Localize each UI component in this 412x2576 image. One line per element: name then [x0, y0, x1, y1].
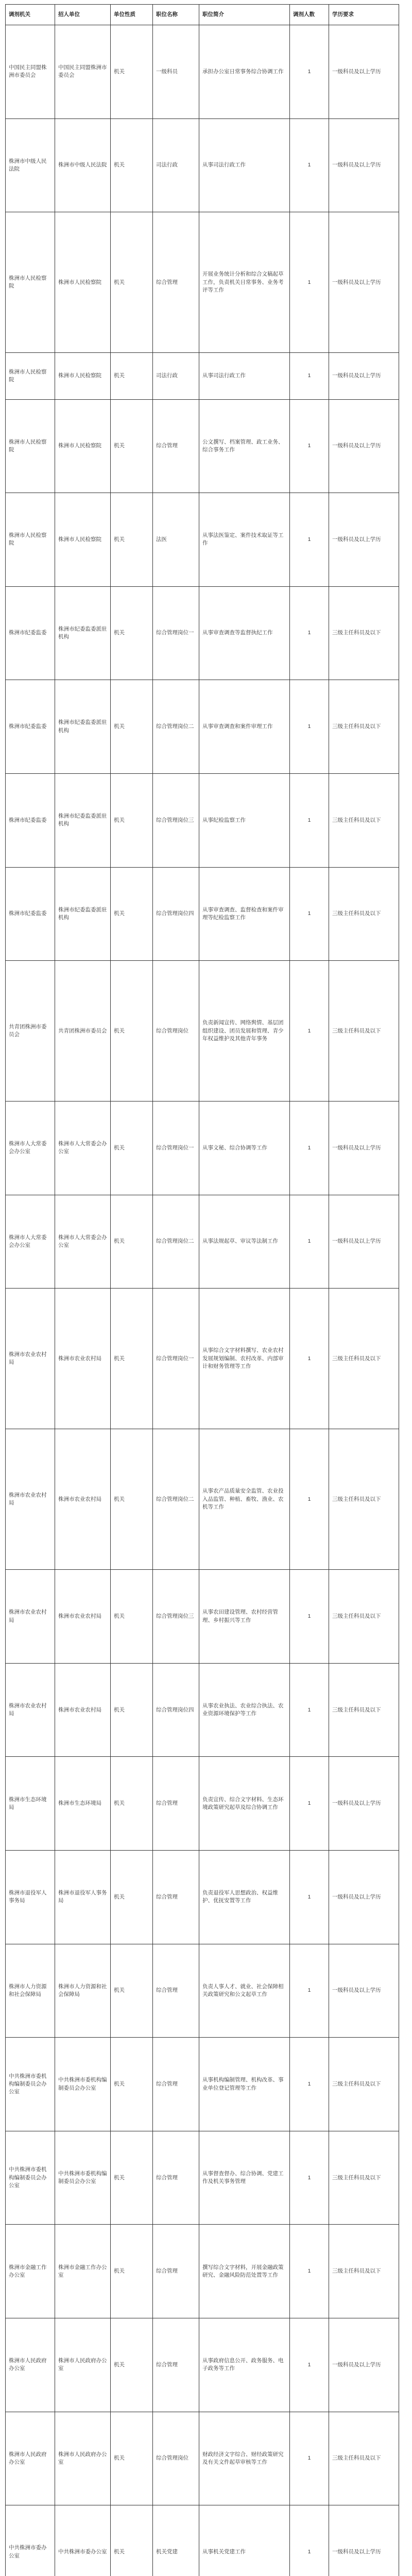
- table-row: [6, 1663, 399, 1757]
- table-cell: 株洲市农业农村局: [55, 1429, 111, 1570]
- table-cell: 中国民主同盟株洲市委员会: [55, 25, 111, 119]
- table-row: [6, 353, 399, 399]
- table-cell: 综合管理: [153, 1944, 199, 2038]
- table-cell: 综合管理岗位四: [153, 867, 199, 961]
- column-header: 调剂人数: [290, 5, 329, 25]
- table-row: [6, 1757, 399, 1851]
- table-cell: 一级科员及以上学历: [329, 493, 399, 587]
- table-cell: 1: [290, 1195, 329, 1289]
- table-cell: 株洲市人大常委会办公室: [6, 1101, 55, 1195]
- table-cell: 1: [290, 867, 329, 961]
- table-cell: 1: [290, 2131, 329, 2225]
- table-cell: 三级主任科员及以下: [329, 2225, 399, 2318]
- table-cell: 综合管理岗位: [153, 2412, 199, 2505]
- table-cell: 株洲市人民检察院: [6, 212, 55, 353]
- table-row: [6, 493, 399, 587]
- table-cell: 从事审查调查等监督执纪工作: [199, 586, 290, 680]
- table-cell: 株洲市人大常委会办公室: [55, 1101, 111, 1195]
- table-cell: 综合管理: [153, 1757, 199, 1851]
- table-cell: 株洲市人民检察院: [55, 212, 111, 353]
- table-cell: 机关: [111, 1663, 153, 1757]
- table-cell: 株洲市纪委监委派驻机构: [55, 774, 111, 868]
- table-cell: 三级主任科员及以下: [329, 1429, 399, 1570]
- table-cell: 从事司法行政工作: [199, 118, 290, 212]
- table-cell: 机关: [111, 353, 153, 399]
- table-cell: 综合管理岗位: [153, 961, 199, 1101]
- table-cell: 三级主任科员及以下: [329, 586, 399, 680]
- table-cell: 机关: [111, 961, 153, 1101]
- table-cell: 株洲市人大常委会办公室: [6, 1195, 55, 1289]
- table-row: [6, 774, 399, 868]
- table-cell: 1: [290, 2318, 329, 2412]
- table-row: [6, 2505, 399, 2576]
- table-cell: 从事农田建设管理、农村经营管理、乡村振兴等工作: [199, 1570, 290, 1664]
- table-cell: 综合管理岗位三: [153, 774, 199, 868]
- table-cell: 株洲市人民检察院: [55, 353, 111, 399]
- table-cell: 1: [290, 774, 329, 868]
- table-cell: 株洲市人民政府办公室: [6, 2318, 55, 2412]
- table-cell: 1: [290, 493, 329, 587]
- table-cell: 机关: [111, 2038, 153, 2131]
- position-table: [5, 4, 399, 2576]
- table-cell: 1: [290, 586, 329, 680]
- table-cell: 综合管理: [153, 2318, 199, 2412]
- table-cell: 从事文秘、综合协调等工作: [199, 1101, 290, 1195]
- table-cell: 三级主任科员及以下: [329, 2038, 399, 2131]
- table-cell: 1: [290, 1851, 329, 1944]
- table-row: [6, 2038, 399, 2131]
- table-cell: 株洲市农业农村局: [6, 1289, 55, 1429]
- table-cell: 从事审查调查、监督检查和案件审理等纪检监察工作: [199, 867, 290, 961]
- table-cell: 开展业务统计分析和综合文稿起草工作，负责机关日常事务、业务考评等工作: [199, 212, 290, 353]
- table-cell: 负责宣传、综合文字材料、生态环境政策研究起草及综合协调工作: [199, 1757, 290, 1851]
- table-cell: 中共株洲市委办公室: [55, 2505, 111, 2576]
- table-cell: 株洲市人民政府办公室: [55, 2412, 111, 2505]
- table-row: [6, 118, 399, 212]
- table-cell: 1: [290, 1757, 329, 1851]
- table-cell: 综合管理岗位一: [153, 1289, 199, 1429]
- table-cell: 综合管理岗位二: [153, 1195, 199, 1289]
- table-cell: 机关: [111, 2318, 153, 2412]
- table-cell: 株洲市纪委监委: [6, 774, 55, 868]
- table-cell: 从事农业执法、农业综合执法、农业资源环境保护等工作: [199, 1663, 290, 1757]
- table-cell: 机关: [111, 493, 153, 587]
- table-cell: 机关: [111, 867, 153, 961]
- table-cell: 从事农产品质量安全监管、农业投入品监管、种植、畜牧、渔业、农机等工作: [199, 1429, 290, 1570]
- table-row: [6, 1851, 399, 1944]
- table-row: [6, 2318, 399, 2412]
- table-row: [6, 2131, 399, 2225]
- table-cell: 三级主任科员及以下: [329, 774, 399, 868]
- table-cell: 机关: [111, 2131, 153, 2225]
- column-header: 职位简介: [199, 5, 290, 25]
- table-cell: 从事机构编制管理、机构改革、事业单位登记管理等工作: [199, 2038, 290, 2131]
- table-cell: 机关: [111, 680, 153, 774]
- table-cell: 机关: [111, 399, 153, 493]
- table-cell: 一级科员: [153, 25, 199, 119]
- table-row: [6, 1289, 399, 1429]
- table-cell: 株洲市人民政府办公室: [55, 2318, 111, 2412]
- table-header-row: [6, 5, 399, 25]
- table-cell: 综合管理岗位一: [153, 1101, 199, 1195]
- table-cell: 株洲市人大常委会办公室: [55, 1195, 111, 1289]
- table-cell: 株洲市农业农村局: [55, 1570, 111, 1664]
- table-row: [6, 961, 399, 1101]
- table-cell: 公文撰写、档案管理、政工业务、综合事务工作: [199, 399, 290, 493]
- table-cell: 法医: [153, 493, 199, 587]
- table-row: [6, 212, 399, 353]
- table-cell: 三级主任科员及以下: [329, 867, 399, 961]
- table-cell: 株洲市人力资源和社会保障局: [55, 1944, 111, 2038]
- column-header: 单位性质: [111, 5, 153, 25]
- table-cell: 中共株洲市委机构编制委员会办公室: [6, 2131, 55, 2225]
- table-cell: 株洲市农业农村局: [55, 1663, 111, 1757]
- table-cell: 从事纪检监察工作: [199, 774, 290, 868]
- table-row: [6, 1570, 399, 1664]
- table-cell: 司法行政: [153, 118, 199, 212]
- table-cell: 一级科员及以上学历: [329, 1757, 399, 1851]
- table-cell: 从事机关党建工作: [199, 2505, 290, 2576]
- table-cell: 三级主任科员及以下: [329, 1570, 399, 1664]
- table-cell: 三级主任科员及以下: [329, 961, 399, 1101]
- table-cell: 机关: [111, 774, 153, 868]
- table-cell: 负责人事人才、就业、社会保障相关政策研究和公文起草工作: [199, 1944, 290, 2038]
- table-row: [6, 867, 399, 961]
- table-cell: 机关: [111, 1851, 153, 1944]
- column-header: 招人单位: [55, 5, 111, 25]
- table-cell: 一级科员及以上学历: [329, 212, 399, 353]
- table-cell: 株洲市纪委监委: [6, 586, 55, 680]
- table-cell: 株洲市农业农村局: [55, 1289, 111, 1429]
- table-cell: 1: [290, 1570, 329, 1664]
- table-cell: 中共株洲市委机构编制委员会办公室: [6, 2038, 55, 2131]
- column-header: 职位名称: [153, 5, 199, 25]
- table-cell: 从事法医鉴定、案件技术取证等工作: [199, 493, 290, 587]
- table-cell: 株洲市金融工作办公室: [55, 2225, 111, 2318]
- table-cell: 机关: [111, 2225, 153, 2318]
- table-cell: 1: [290, 1101, 329, 1195]
- table-cell: 负责退役军人思想政治、权益维护、优抚安置等工作: [199, 1851, 290, 1944]
- table-cell: 机关: [111, 1944, 153, 2038]
- table-cell: 株洲市生态环境局: [55, 1757, 111, 1851]
- table-cell: 机关党建: [153, 2505, 199, 2576]
- table-row: [6, 1195, 399, 1289]
- table-cell: 承担办公室日常事务综合协调工作: [199, 25, 290, 119]
- table-cell: 株洲市退役军人事务局: [55, 1851, 111, 1944]
- table-cell: 株洲市人民检察院: [55, 399, 111, 493]
- table-cell: 一级科员及以上学历: [329, 353, 399, 399]
- table-cell: 1: [290, 1289, 329, 1429]
- table-cell: 撰写综合文字材料，开展金融政策研究、金融风险防范处置等工作: [199, 2225, 290, 2318]
- recruitment-table-sheet: [5, 4, 399, 2576]
- table-cell: 机关: [111, 586, 153, 680]
- table-cell: 株洲市人民检察院: [6, 399, 55, 493]
- table-cell: 三级主任科员及以下: [329, 680, 399, 774]
- table-cell: 从事司法行政工作: [199, 353, 290, 399]
- table-cell: 机关: [111, 118, 153, 212]
- table-cell: 机关: [111, 212, 153, 353]
- table-cell: 一级科员及以上学历: [329, 118, 399, 212]
- table-cell: 中共株洲市委机构编制委员会办公室: [55, 2038, 111, 2131]
- table-cell: 株洲市人民检察院: [6, 493, 55, 587]
- table-cell: 三级主任科员及以下: [329, 2412, 399, 2505]
- table-cell: 一级科员及以上学历: [329, 1944, 399, 2038]
- table-cell: 一级科员及以上学历: [329, 2318, 399, 2412]
- table-cell: 从事政府信息公开、政务服务、电子政务等工作: [199, 2318, 290, 2412]
- table-cell: 综合管理岗位一: [153, 586, 199, 680]
- table-cell: 综合管理岗位二: [153, 680, 199, 774]
- position-table-body: [6, 5, 399, 2576]
- table-cell: 中国民主同盟株洲市委员会: [6, 25, 55, 119]
- table-cell: 三级主任科员及以下: [329, 1289, 399, 1429]
- table-row: [6, 2225, 399, 2318]
- table-cell: 株洲市纪委监委: [6, 680, 55, 774]
- table-row: [6, 586, 399, 680]
- table-cell: 一级科员及以上学历: [329, 1101, 399, 1195]
- table-cell: 负责新闻宣传、网络舆情、基层团组织建设、团员发展和管理、青少年权益维护及其他青年事务: [199, 961, 290, 1101]
- table-cell: 综合管理: [153, 1851, 199, 1944]
- table-cell: 1: [290, 2412, 329, 2505]
- table-cell: 1: [290, 118, 329, 212]
- table-row: [6, 1429, 399, 1570]
- table-cell: 中共株洲市委办公室: [6, 2505, 55, 2576]
- column-header: 学历要求: [329, 5, 399, 25]
- table-cell: 1: [290, 2225, 329, 2318]
- table-cell: 机关: [111, 1289, 153, 1429]
- table-cell: 机关: [111, 1757, 153, 1851]
- table-cell: 综合管理岗位四: [153, 1663, 199, 1757]
- table-cell: 综合管理: [153, 212, 199, 353]
- table-cell: 株洲市纪委监委: [6, 867, 55, 961]
- table-cell: 1: [290, 961, 329, 1101]
- table-cell: 1: [290, 212, 329, 353]
- table-cell: 三级主任科员及以下: [329, 1663, 399, 1757]
- table-cell: 综合管理: [153, 399, 199, 493]
- table-cell: 株洲市人民检察院: [6, 353, 55, 399]
- table-cell: 机关: [111, 1101, 153, 1195]
- table-cell: 株洲市中级人民法院: [6, 118, 55, 212]
- table-cell: 综合管理岗位二: [153, 1429, 199, 1570]
- table-cell: 综合管理岗位三: [153, 1570, 199, 1664]
- table-cell: 综合管理: [153, 2038, 199, 2131]
- table-row: [6, 2412, 399, 2505]
- table-cell: 机关: [111, 2412, 153, 2505]
- table-cell: 机关: [111, 1570, 153, 1664]
- table-cell: 从事法规起草、审议等法制工作: [199, 1195, 290, 1289]
- table-cell: 司法行政: [153, 353, 199, 399]
- table-cell: 1: [290, 399, 329, 493]
- table-cell: 1: [290, 25, 329, 119]
- table-cell: 财政经济文字综合、财经政策研究及有关文件起草审核等工作: [199, 2412, 290, 2505]
- table-cell: 1: [290, 1663, 329, 1757]
- table-cell: 株洲市纪委监委派驻机构: [55, 867, 111, 961]
- table-cell: 1: [290, 1429, 329, 1570]
- table-cell: 机关: [111, 2505, 153, 2576]
- table-cell: 株洲市人力资源和社会保障局: [6, 1944, 55, 2038]
- table-cell: 从事审查调查和案件审理工作: [199, 680, 290, 774]
- table-cell: 共青团株洲市委员会: [6, 961, 55, 1101]
- table-cell: 综合管理: [153, 2225, 199, 2318]
- table-cell: 株洲市人民政府办公室: [6, 2412, 55, 2505]
- table-cell: 株洲市生态环境局: [6, 1757, 55, 1851]
- table-cell: 一级科员及以上学历: [329, 25, 399, 119]
- table-cell: 一级科员及以上学历: [329, 399, 399, 493]
- table-cell: 株洲市农业农村局: [6, 1429, 55, 1570]
- table-cell: 机关: [111, 1429, 153, 1570]
- table-cell: 中共株洲市委机构编制委员会办公室: [55, 2131, 111, 2225]
- table-cell: 株洲市纪委监委派驻机构: [55, 586, 111, 680]
- table-cell: 1: [290, 2505, 329, 2576]
- table-cell: 从事督查督办、综合协调、党建工作及机关事务管理: [199, 2131, 290, 2225]
- table-cell: 株洲市退役军人事务局: [6, 1851, 55, 1944]
- table-cell: 1: [290, 1944, 329, 2038]
- table-cell: 1: [290, 353, 329, 399]
- table-cell: 株洲市农业农村局: [6, 1570, 55, 1664]
- column-header: 调剂机关: [6, 5, 55, 25]
- table-row: [6, 399, 399, 493]
- table-row: [6, 1944, 399, 2038]
- table-cell: 共青团株洲市委员会: [55, 961, 111, 1101]
- table-row: [6, 1101, 399, 1195]
- table-cell: 株洲市中级人民法院: [55, 118, 111, 212]
- table-row: [6, 25, 399, 119]
- table-cell: 机关: [111, 25, 153, 119]
- table-cell: 综合管理: [153, 2131, 199, 2225]
- table-row: [6, 680, 399, 774]
- table-cell: 株洲市人民检察院: [55, 493, 111, 587]
- table-cell: 一级科员及以上学历: [329, 2505, 399, 2576]
- table-cell: 一级科员及以上学历: [329, 1195, 399, 1289]
- table-cell: 从事综合文字材料撰写、农业农村发展规划编制、农村改革、内部审计和财务管理等工作: [199, 1289, 290, 1429]
- table-cell: 1: [290, 2038, 329, 2131]
- table-cell: 株洲市农业农村局: [6, 1663, 55, 1757]
- table-cell: 机关: [111, 1195, 153, 1289]
- table-cell: 1: [290, 680, 329, 774]
- table-cell: 株洲市纪委监委派驻机构: [55, 680, 111, 774]
- table-cell: 一级科员及以上学历: [329, 1851, 399, 1944]
- table-cell: 株洲市金融工作办公室: [6, 2225, 55, 2318]
- table-cell: 三级主任科员及以下: [329, 2131, 399, 2225]
